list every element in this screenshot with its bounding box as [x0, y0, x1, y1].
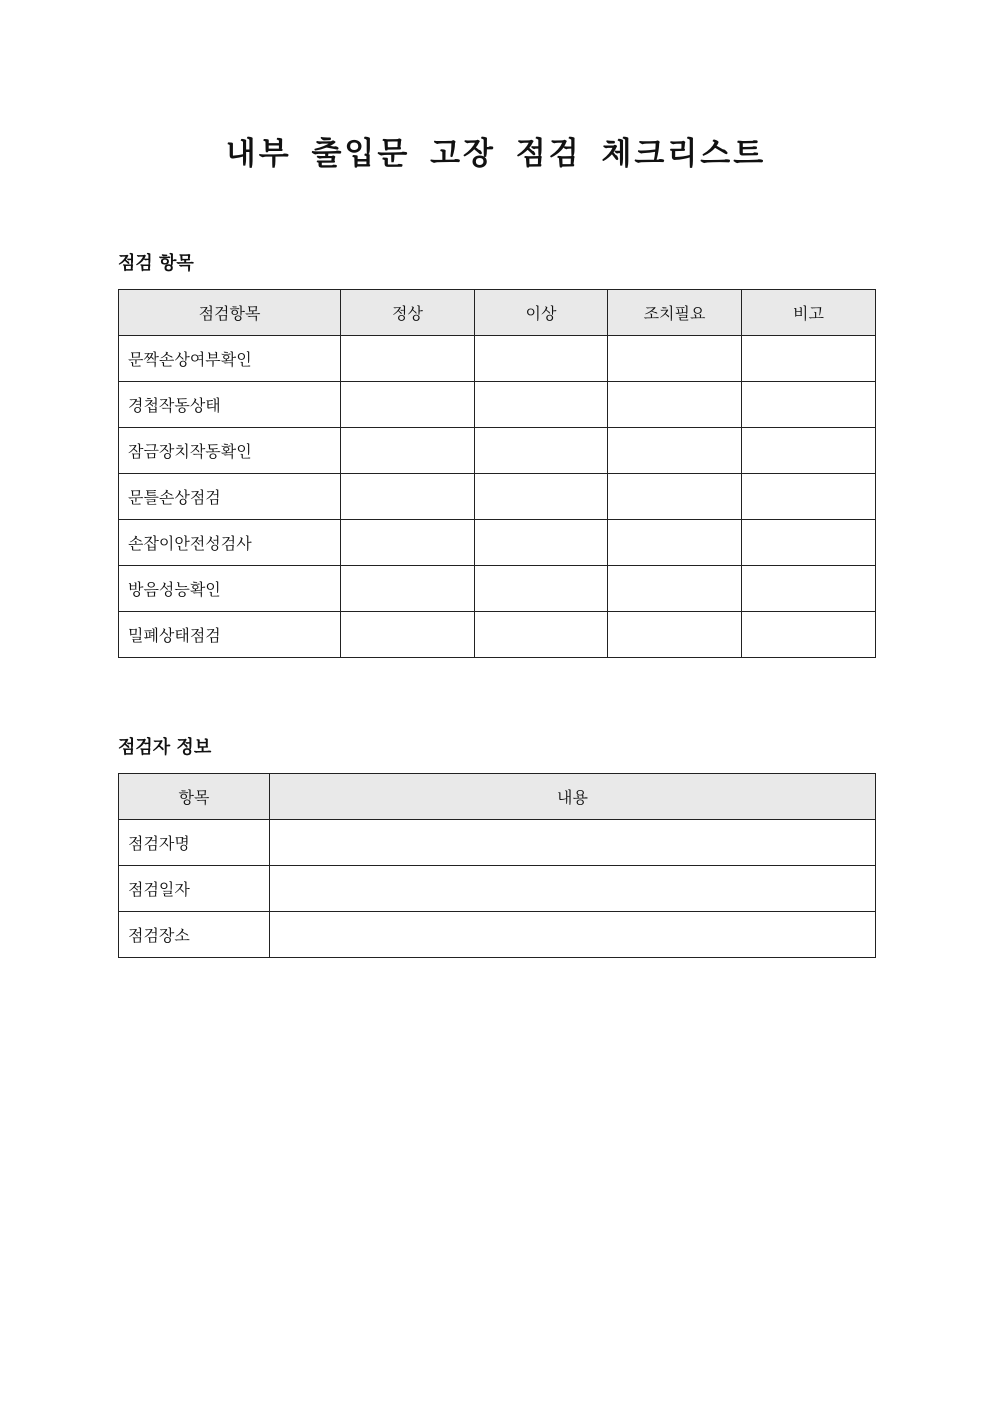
table-row [119, 912, 876, 958]
checklist-item-label: 경첩작동상태 [119, 382, 341, 428]
abnormal-cell[interactable] [475, 336, 608, 382]
table-row [119, 474, 876, 520]
column-header-action-needed: 조치필요 [608, 290, 742, 336]
normal-cell[interactable] [341, 382, 475, 428]
remarks-cell[interactable] [742, 474, 876, 520]
inspector-info-table [118, 773, 876, 958]
table-row [119, 820, 876, 866]
checklist-table [118, 289, 876, 658]
section-heading-inspector: 점검자 정보 [118, 737, 212, 758]
normal-cell[interactable] [341, 520, 475, 566]
normal-cell[interactable] [341, 566, 475, 612]
column-header-normal: 정상 [341, 290, 475, 336]
section-heading-checklist: 점검 항목 [118, 253, 194, 274]
action-needed-cell[interactable] [608, 474, 742, 520]
abnormal-cell[interactable] [475, 382, 608, 428]
abnormal-cell[interactable] [475, 428, 608, 474]
remarks-cell[interactable] [742, 382, 876, 428]
inspector-name-field[interactable] [270, 820, 876, 866]
action-needed-cell[interactable] [608, 382, 742, 428]
table-row [119, 520, 876, 566]
table-header-row [119, 774, 876, 820]
inspector-field-label: 점검장소 [119, 912, 270, 958]
table-row [119, 428, 876, 474]
remarks-cell[interactable] [742, 428, 876, 474]
table-row [119, 866, 876, 912]
column-header-content: 내용 [270, 774, 876, 820]
page-title: 내부 출입문 고장 점검 체크리스트 [225, 136, 767, 172]
table-row [119, 612, 876, 658]
action-needed-cell[interactable] [608, 566, 742, 612]
abnormal-cell[interactable] [475, 520, 608, 566]
remarks-cell[interactable] [742, 336, 876, 382]
table-row [119, 336, 876, 382]
table-header-row [119, 290, 876, 336]
table-row [119, 566, 876, 612]
action-needed-cell[interactable] [608, 428, 742, 474]
column-header-abnormal: 이상 [475, 290, 608, 336]
action-needed-cell[interactable] [608, 612, 742, 658]
normal-cell[interactable] [341, 428, 475, 474]
action-needed-cell[interactable] [608, 520, 742, 566]
abnormal-cell[interactable] [475, 474, 608, 520]
checklist-item-label: 문틀손상점검 [119, 474, 341, 520]
column-header-item: 점검항목 [119, 290, 341, 336]
action-needed-cell[interactable] [608, 336, 742, 382]
remarks-cell[interactable] [742, 612, 876, 658]
inspector-field-label: 점검자명 [119, 820, 270, 866]
abnormal-cell[interactable] [475, 612, 608, 658]
column-header-remarks: 비고 [742, 290, 876, 336]
inspector-field-label: 점검일자 [119, 866, 270, 912]
table-row [119, 382, 876, 428]
remarks-cell[interactable] [742, 566, 876, 612]
checklist-item-label: 잠금장치작동확인 [119, 428, 341, 474]
normal-cell[interactable] [341, 612, 475, 658]
abnormal-cell[interactable] [475, 566, 608, 612]
column-header-field: 항목 [119, 774, 270, 820]
checklist-item-label: 밀폐상태점검 [119, 612, 341, 658]
normal-cell[interactable] [341, 336, 475, 382]
normal-cell[interactable] [341, 474, 475, 520]
checklist-item-label: 손잡이안전성검사 [119, 520, 341, 566]
checklist-item-label: 방음성능확인 [119, 566, 341, 612]
checklist-item-label: 문짝손상여부확인 [119, 336, 341, 382]
inspection-location-field[interactable] [270, 912, 876, 958]
remarks-cell[interactable] [742, 520, 876, 566]
inspection-date-field[interactable] [270, 866, 876, 912]
